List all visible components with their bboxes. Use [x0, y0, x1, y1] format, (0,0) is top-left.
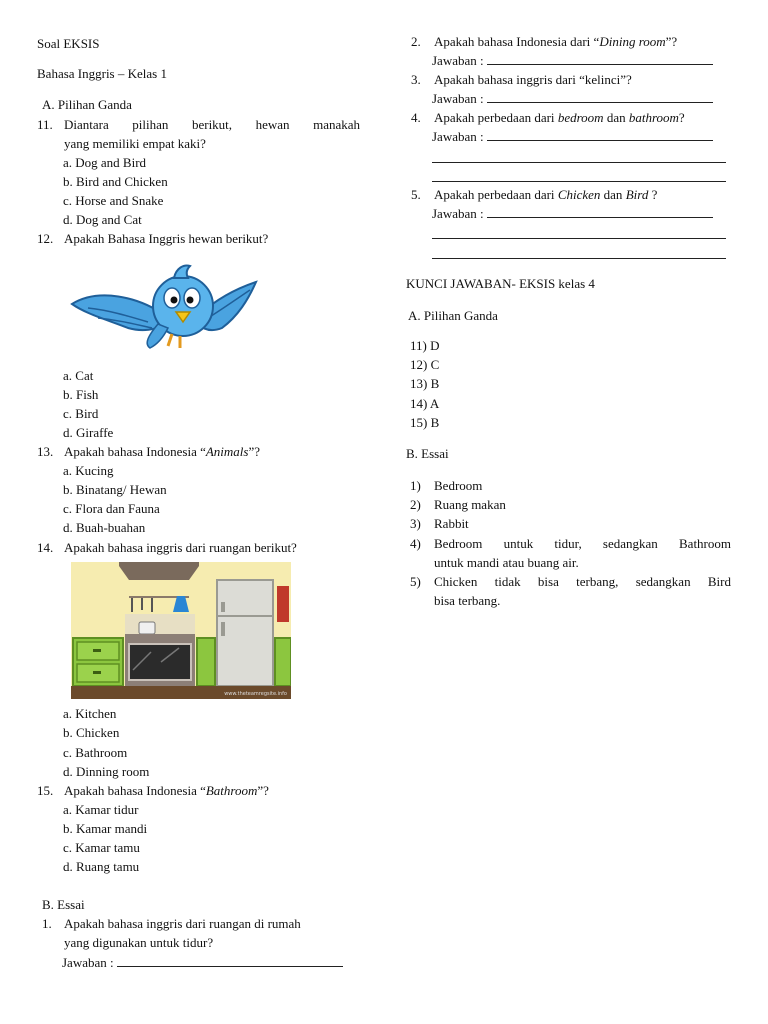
essay1-number: 1.: [42, 916, 52, 931]
answer-key-essay-4-line2: untuk mandi atau buang air.: [434, 555, 579, 570]
answer-key-section-a: A. Pilihan Ganda: [408, 308, 498, 323]
essay4-answer: [432, 129, 713, 145]
q11-option-d: d. Dog and Cat: [63, 212, 142, 227]
q15-text: [64, 783, 269, 799]
answer-line-extra[interactable]: [432, 238, 726, 239]
answer-key-14: 14) A: [410, 396, 440, 411]
answer-key-15: 15) B: [410, 415, 440, 430]
q15-option-a: a. Kamar tidur: [63, 802, 139, 817]
answer-key-title: KUNCI JAWABAN- EKSIS kelas 4: [406, 276, 595, 291]
q12-option-b: b. Fish: [63, 387, 99, 402]
answer-label: Jawaban :: [62, 955, 114, 970]
q12-text: Apakah Bahasa Inggris hewan berikut?: [64, 231, 269, 246]
answer-key-essay-num: 1): [410, 478, 421, 493]
essay5-answer: [432, 206, 713, 222]
essay3-number: 3.: [411, 72, 421, 87]
essay5-text-italic2: Bird: [625, 187, 649, 202]
essay4-text-italic2: bathroom: [628, 110, 679, 125]
answer-key-essay-5-line1: Chicken tidak bisa terbang, sedangkan Bird: [434, 574, 731, 589]
essay2-number: 2.: [411, 34, 421, 49]
essay5-text-post: ?: [648, 187, 658, 202]
essay4-text-post: ?: [678, 110, 685, 125]
answer-key-essay-1: Bedroom: [434, 478, 483, 493]
q13-number: 13.: [37, 444, 54, 459]
essay3-text: Apakah bahasa inggris dari “kelinci”?: [434, 72, 632, 87]
answer-key-essay-num: 4): [410, 536, 421, 551]
essay4-text-pre: Apakah perbedaan dari: [434, 110, 558, 125]
essay1-text-line1: Apakah bahasa inggris dari ruangan di rumah: [64, 916, 301, 931]
q13-text: [64, 444, 260, 460]
q13-text-italic: Animals: [205, 444, 249, 459]
answer-key-section-b: B. Essai: [406, 446, 449, 461]
answer-label: Jawaban :: [432, 129, 484, 144]
answer-line[interactable]: [487, 53, 713, 65]
q11-number: 11.: [37, 117, 53, 132]
q13-option-b: b. Binatang/ Hewan: [63, 482, 167, 497]
q15-text-pre: Apakah bahasa Indonesia “: [64, 783, 206, 798]
essay2-text: [434, 34, 677, 50]
q11-text-line1: Diantara pilihan berikut, hewan manakah: [64, 117, 360, 132]
answer-key-essay-5-line2: bisa terbang.: [434, 593, 501, 608]
answer-line-extra[interactable]: [432, 162, 726, 163]
q11-option-a: a. Dog and Bird: [63, 155, 147, 170]
q12-option-a: a. Cat: [63, 368, 94, 383]
essay2-answer: [432, 53, 713, 69]
answer-key-essay-num: 3): [410, 516, 421, 531]
bird-illustration: [68, 258, 258, 356]
essay1-answer: [62, 955, 343, 971]
page-title: Soal EKSIS: [37, 36, 100, 51]
essay4-text-mid: dan: [603, 110, 629, 125]
essay2-text-italic: Dining room: [599, 34, 666, 49]
essay5-text-mid: dan: [600, 187, 626, 202]
q13-text-post: ”?: [248, 444, 261, 459]
section-a-heading: A. Pilihan Ganda: [42, 97, 132, 112]
answer-line[interactable]: [487, 206, 713, 218]
essay4-text-italic1: bedroom: [557, 110, 604, 125]
essay5-number: 5.: [411, 187, 421, 202]
q14-option-c: c. Bathroom: [63, 745, 128, 760]
q13-option-d: d. Buah-buahan: [63, 520, 146, 535]
answer-key-12: 12) C: [410, 357, 440, 372]
q15-option-c: c. Kamar tamu: [63, 840, 140, 855]
essay4-text: [434, 110, 685, 126]
image-credit: www.theteamregsite.info: [224, 691, 287, 697]
q14-text: Apakah bahasa inggris dari ruangan berikut?: [64, 540, 297, 555]
q11-text-line2: yang memiliki empat kaki?: [64, 136, 206, 151]
q13-text-pre: Apakah bahasa Indonesia “: [64, 444, 206, 459]
q14-option-a: a. Kitchen: [63, 706, 117, 721]
answer-line[interactable]: [487, 129, 713, 141]
answer-line[interactable]: [117, 955, 343, 967]
answer-key-11: 11) D: [410, 338, 440, 353]
q13-option-a: a. Kucing: [63, 463, 114, 478]
q13-option-c: c. Flora dan Fauna: [63, 501, 160, 516]
answer-key-essay-num: 2): [410, 497, 421, 512]
q12-option-c: c. Bird: [63, 406, 99, 421]
answer-label: Jawaban :: [432, 53, 484, 68]
q15-option-b: b. Kamar mandi: [63, 821, 148, 836]
q14-option-b: b. Chicken: [63, 725, 120, 740]
answer-line-extra[interactable]: [432, 258, 726, 259]
answer-label: Jawaban :: [432, 91, 484, 106]
section-b-heading: B. Essai: [42, 897, 85, 912]
q14-option-d: d. Dinning room: [63, 764, 150, 779]
answer-line-extra[interactable]: [432, 181, 726, 182]
q11-option-b: b. Bird and Chicken: [63, 174, 168, 189]
kitchen-illustration: [71, 562, 291, 699]
essay1-text-line2: yang digunakan untuk tidur?: [64, 935, 214, 950]
q14-number: 14.: [37, 540, 54, 555]
q12-option-d: d. Giraffe: [63, 425, 114, 440]
subject-heading: Bahasa Inggris – Kelas 1: [37, 66, 167, 81]
essay2-text-pre: Apakah bahasa Indonesia dari “: [434, 34, 600, 49]
essay5-text-italic1: Chicken: [557, 187, 601, 202]
q15-text-post: ”?: [257, 783, 269, 798]
answer-key-13: 13) B: [410, 376, 440, 391]
q15-option-d: d. Ruang tamu: [63, 859, 140, 874]
essay3-answer: [432, 91, 713, 107]
q11-option-c: c. Horse and Snake: [63, 193, 164, 208]
answer-key-essay-3: Rabbit: [434, 516, 469, 531]
answer-key-essay-num: 5): [410, 574, 421, 589]
q15-text-italic: Bathroom: [205, 783, 258, 798]
essay5-text-pre: Apakah perbedaan dari: [434, 187, 558, 202]
answer-line[interactable]: [487, 91, 713, 103]
answer-label: Jawaban :: [432, 206, 484, 221]
essay5-text: [434, 187, 657, 203]
answer-key-essay-2: Ruang makan: [434, 497, 506, 512]
essay4-number: 4.: [411, 110, 421, 125]
essay2-text-post: ”?: [665, 34, 678, 49]
q12-number: 12.: [37, 231, 54, 246]
q15-number: 15.: [37, 783, 54, 798]
answer-key-essay-4-line1: Bedroom untuk tidur, sedangkan Bathroom: [434, 536, 731, 551]
